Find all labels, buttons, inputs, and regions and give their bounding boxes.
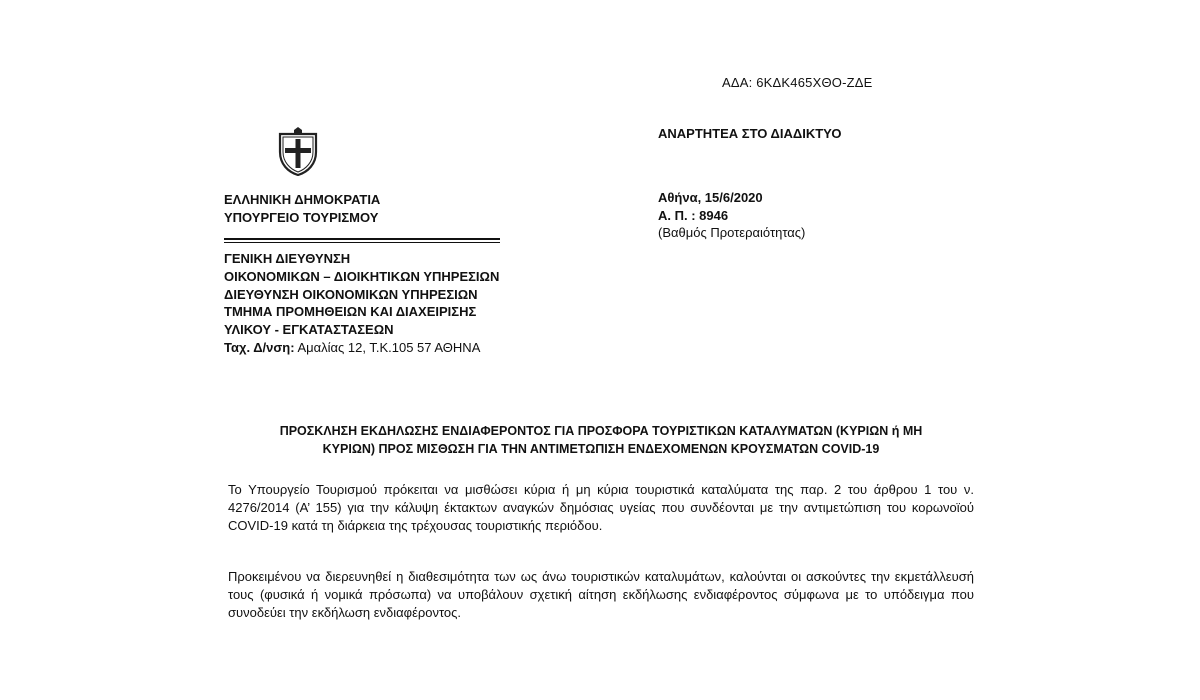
header-divider-thick [224, 238, 500, 240]
address-label: Ταχ. Δ/νση: [224, 339, 295, 355]
greek-emblem-icon [276, 126, 320, 176]
org-line-ministry: ΥΠΟΥΡΓΕΙΟ ΤΟΥΡΙΣΜΟΥ [224, 210, 379, 225]
unit-line: ΟΙΚΟΝΟΜΙΚΩΝ – ΔΙΟΙΚΗΤΙΚΩΝ ΥΠΗΡΕΣΙΩΝ [224, 268, 500, 284]
address-value: Αμαλίας 12, Τ.Κ.105 57 ΑΘΗΝΑ [294, 339, 481, 355]
unit-line: ΥΛΙΚΟΥ - ΕΓΚΑΤΑΣΤΑΣΕΩΝ [224, 322, 394, 338]
org-line-republic: ΕΛΛΗΝΙΚΗ ΔΗΜΟΚΡΑΤΙΑ [224, 192, 381, 207]
protocol-number: Α. Π. : 8946 [658, 207, 729, 223]
ada-code: ΑΔΑ: 6ΚΔΚ465ΧΘΟ-ΖΔΕ [722, 75, 873, 90]
header-divider-thin [224, 242, 500, 243]
body-paragraph-2: Προκειμένου να διερευνηθεί η διαθεσιμότητα των ως άνω τουριστικών καταλυμάτων, καλούνται οι ασκούντες την εκμετάλλευσή τους (φυσικά ή νομικά πρόσωπα) να υποβάλουν σχετική αίτηση εκδήλωσης ενδιαφέροντος σύμφωνα με το υπόδειγμα που συνοδεύει την εκδήλωση ενδιαφέροντος. [228, 569, 974, 620]
document-subject [228, 422, 974, 458]
unit-line: ΤΜΗΜΑ ΠΡΟΜΗΘΕΙΩΝ ΚΑΙ ΔΙΑΧΕΙΡΙΣΗΣ [224, 304, 477, 320]
priority-level: (Βαθμός Προτεραιότητας) [658, 225, 806, 240]
organization-header [224, 191, 380, 227]
document-meta [658, 189, 805, 242]
organization-unit [224, 250, 499, 357]
unit-line: ΓΕΝΙΚΗ ΔΙΕΥΘΥΝΣΗ [224, 251, 351, 266]
internet-publication-note: ΑΝΑΡΤΗΤΕΑ ΣΤΟ ΔΙΑΔΙΚΤΥΟ [658, 126, 842, 141]
postal-address [224, 339, 499, 357]
subject-line: ΠΡΟΣΚΛΗΣΗ ΕΚΔΗΛΩΣΗΣ ΕΝΔΙΑΦΕΡΟΝΤΟΣ ΓΙΑ ΠΡΟΣΦΟΡΑ ΤΟΥΡΙΣΤΙΚΩΝ ΚΑΤΑΛΥΜΑΤΩΝ (ΚΥΡΙΩΝ ή ΜΗ [279, 424, 923, 438]
unit-line: ΔΙΕΥΘΥΝΣΗ ΟΙΚΟΝΟΜΙΚΩΝ ΥΠΗΡΕΣΙΩΝ [224, 286, 478, 302]
body-paragraph-1: Το Υπουργείο Τουρισμού πρόκειται να μισθώσει κύρια ή μη κύρια τουριστικά καταλύματα της παρ. 2 του άρθρου 1 του ν. 4276/2014 (Α’ 155) για την κάλυψη έκτακτων αναγκών δημόσιας υγείας που συνδέονται με την αντιμετώπιση του κορωνοϊού COVID-19 κατά τη διάρκεια της τρέχουσας τουριστικής περιόδου. [228, 482, 974, 533]
subject-line: ΚΥΡΙΩΝ) ΠΡΟΣ ΜΙΣΘΩΣΗ ΓΙΑ ΤΗΝ ΑΝΤΙΜΕΤΩΠΙΣΗ ΕΝΔΕΧΟΜΕΝΩΝ ΚΡΟΥΣΜΑΤΩΝ COVID-19 [322, 442, 880, 456]
document-date: Αθήνα, 15/6/2020 [658, 190, 763, 205]
